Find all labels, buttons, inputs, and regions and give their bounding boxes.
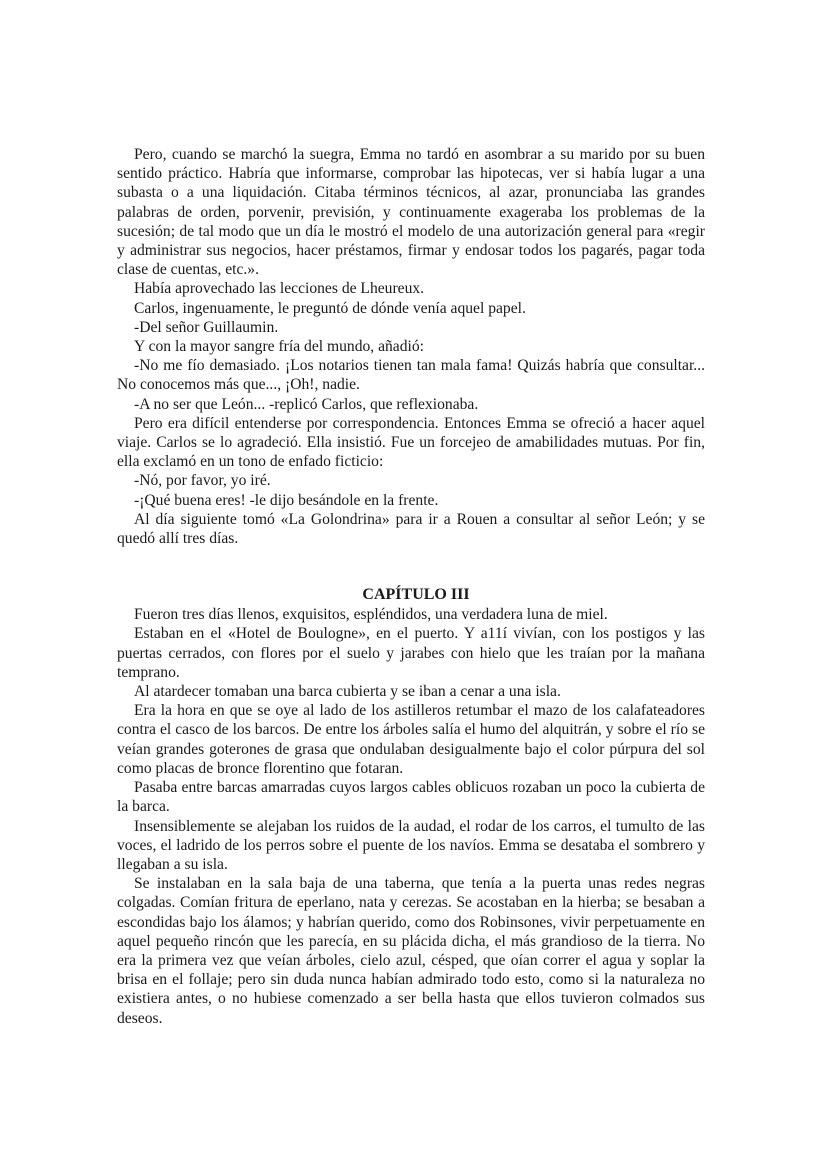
paragraph: Había aprovechado las lecciones de Lheureux. <box>134 280 425 298</box>
paragraph: Pero era difícil entenderse por correspondencia. Entonces Emma se ofreció a hacer aquel viaje. Carlos se lo agradeció. Ella insistió. Fue un forcejeo de amabilidades mutuas. Por fin, ella exclamó en un tono de enfado ficticio: <box>117 414 705 471</box>
paragraph: -A no ser que León... -replicó Carlos, que reflexionaba. <box>134 395 479 413</box>
section-before-chapter <box>117 145 705 548</box>
chapter-title: CAPÍTULO III <box>362 586 470 604</box>
paragraph: Se instalaban en la sala baja de una taberna, que tenía a la puerta unas redes negras colgadas. Comían fritura de eperlano, nata y cerezas. Se acostaban en la hierba; se besaban a escondidas bajo los álamos; y habrían querido, como dos Robinsones, vivir perpetuamente en aquel pequeño rincón que les parecía, en su plácida dicha, el más grandioso de la tierra. No era la primera vez que veían árboles, cielo azul, césped, que oían correr el agua y soplar la brisa en el follaje; pero sin duda nunca habían admirado todo esto, como si la naturaleza no existiera antes, o no hubiese comenzado a ser bella hasta que ellos tuvieron colmados sus deseos. <box>117 875 705 1027</box>
document-page <box>117 145 705 1028</box>
paragraph: Al atardecer tomaban una barca cubierta y se iban a cenar a una isla. <box>134 683 561 701</box>
paragraph: Insensiblemente se alejaban los ruidos de la audad, el rodar de los carros, el tumulto de las voces, el ladrido de los perros sobre el puente de los navíos. Emma se desataba el sombrero y llegaban a su isla. <box>117 817 705 873</box>
paragraph: Carlos, ingenuamente, le preguntó de dónde venía aquel papel. <box>134 299 526 317</box>
paragraph: Fueron tres días llenos, exquisitos, espléndidos, una verdadera luna de miel. <box>134 606 608 624</box>
paragraph: Pasaba entre barcas amarradas cuyos largos cables oblicuos rozaban un poco la cubierta de la barca. <box>117 779 705 816</box>
paragraph: Era la hora en que se oye al lado de los astilleros retumbar el mazo de los calafateadores contra el casco de los barcos. De entre los árboles salía el humo del alquitrán, y sobre el río se veían grandes goterones de grasa que ondulaban desigualmente bajo el color púrpura del sol como placas de bronce florentino que fotaran. <box>117 702 705 777</box>
paragraph: -Del señor Guillaumin. <box>134 318 279 336</box>
paragraph: Al día siguiente tomó «La Golondrina» para ir a Rouen a consultar al señor León; y se quedó allí tres días. <box>117 510 705 548</box>
paragraph: -¡Qué buena eres! -le dijo besándole en la frente. <box>134 491 439 509</box>
section-spacer <box>117 548 705 585</box>
paragraph: Pero, cuando se marchó la suegra, Emma no tardó en asombrar a su marido por su buen sentido práctico. Habría que informarse, comprobar las hipotecas, ver si había lugar a una subasta o a una liquidación. Citaba términos técnicos, al azar, pronunciaba las grandes palabras de orden, porvenir, previsión, y continuamente exageraba los problemas de la sucesión; de tal modo que un día le mostró el modelo de una autorización general para «regir y administrar sus negocios, hacer préstamos, firmar y endosar todos los pagarés, pagar toda clase de cuentas, etc.». <box>117 146 705 279</box>
chapter-section <box>117 585 705 1027</box>
paragraph: -Nó, por favor, yo iré. <box>134 472 271 490</box>
paragraph: Estaban en el «Hotel de Boulogne», en el puerto. Y a11í vivían, con los postigos y las puertas cerrados, con flores por el suelo y jarabes con hielo que les traían por la mañana temprano. <box>117 625 705 681</box>
paragraph: -No me fío demasiado. ¡Los notarios tienen tan mala fama! Quizás habría que consultar... No conocemos más que..., ¡Oh!, nadie. <box>117 357 705 394</box>
paragraph: Y con la mayor sangre fría del mundo, añadió: <box>134 338 424 356</box>
